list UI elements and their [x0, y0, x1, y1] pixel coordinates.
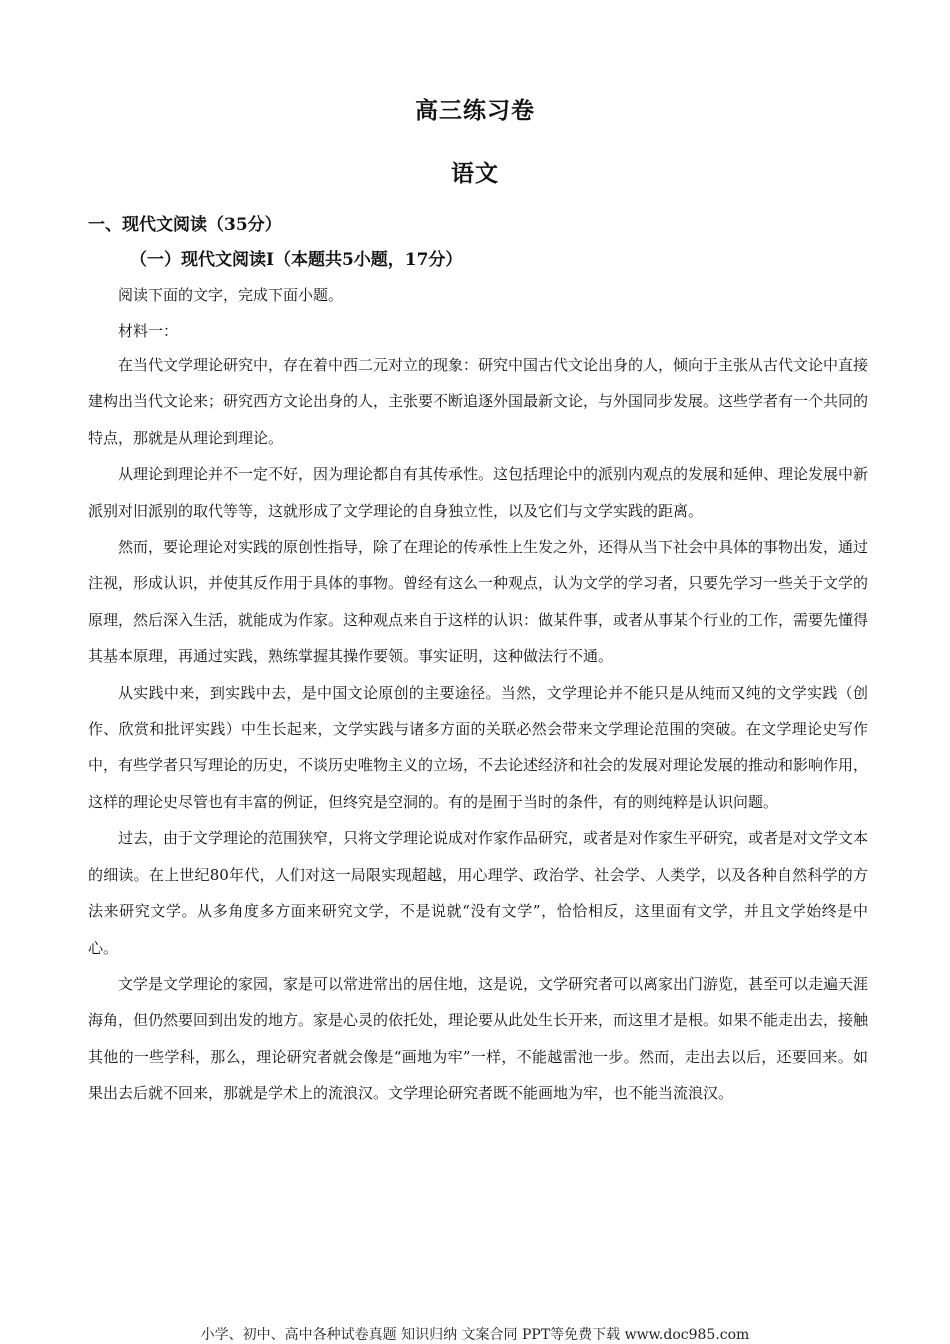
paragraph-4: 从实践中来，到实践中去，是中国文论原创的主要途径。当然，文学理论并不能只是从纯而又纯的文学实践（创作、欣赏和批评实践）中生长起来，文学实践与诸多方面的关联必然会带来文学理论范围的突破。在文学理论史写作中，有些学者只写理论的历史，不谈历史唯物主义的立场，不去论述经济和社会的发展对理论发展的推动和影响作用，这样的理论史尽管也有丰富的例证，但终究是空洞的。有的是囿于当时的条件，有的则纯粹是认识问题。	[88, 683, 869, 811]
paragraph-2: 从理论到理论并不一定不好，因为理论都自有其传承性。这包括理论中的派别内观点的发展和延伸、理论发展中新派别对旧派别的取代等等，这就形成了文学理论的自身独立性，以及它们与文学实践的距离。	[88, 465, 869, 520]
instruction-text: 阅读下面的文字，完成下面小题。	[118, 286, 344, 304]
paragraph-6: 文学是文学理论的家园，家是可以常进常出的居住地，这是说，文学研究者可以离家出门游览，甚至可以走遍天涯海角，但仍然要回到出发的地方。家是心灵的依托处，理论要从此处生长开来，而这里才是根。如果不能走出去，接触其他的一些学科，那么，理论研究者就会像是“画地为牢”一样，不能越雷池一步。然而，走出去以后，还要回来。如果出去后就不回来，那就是学术上的流浪汉。文学理论研究者既不能画地为牢，也不能当流浪汉。	[88, 974, 869, 1103]
section-heading: 一、现代文阅读（35分）	[88, 215, 282, 235]
passage-body	[88, 347, 868, 1112]
material-label: 材料一：	[118, 322, 179, 340]
page-footer: 小学、初中、高中各种试卷真题 知识归纳 文案合同 PPT等免费下载 www.doc985.com	[200, 1327, 750, 1343]
paragraph-5: 过去，由于文学理论的范围狭窄，只将文学理论说成对作家作品研究，或者是对作家生平研究，或者是对文学文本的细读。在上世纪80年代，人们对这一局限实现超越，用心理学、政治学、社会学、人类学，以及各种自然科学的方法来研究文学。从多角度多方面来研究文学，不是说就“没有文学”，恰恰相反，这里面有文学，并且文学始终是中心。	[88, 829, 869, 957]
subject-title: 语文	[451, 160, 499, 187]
paragraph-3: 然而，要论理论对实践的原创性指导，除了在理论的传承性上生发之外，还得从当下社会中具体的事物出发，通过注视，形成认识，并使其反作用于具体的事物。曾经有这么一种观点，认为文学的学习者，只要先学习一些关于文学的原理，然后深入生活，就能成为作家。这种观点来自于这样的认识：做某件事，或者从事某个行业的工作，需要先懂得其基本原理，再通过实践，熟练掌握其操作要领。事实证明，这种做法行不通。	[88, 538, 869, 666]
document-title: 高三练习卷	[415, 97, 535, 124]
paragraph-1: 在当代文学理论研究中，存在着中西二元对立的现象：研究中国古代文论出身的人，倾向于主张从古代文论中直接建构出当代文论来；研究西方文论出身的人，主张要不断追逐外国最新文论，与外国同步发展。这些学者有一个共同的特点，那就是从理论到理论。	[88, 356, 869, 447]
subsection-heading: （一）现代文阅读Ⅰ（本题共5小题，17分）	[130, 250, 463, 270]
